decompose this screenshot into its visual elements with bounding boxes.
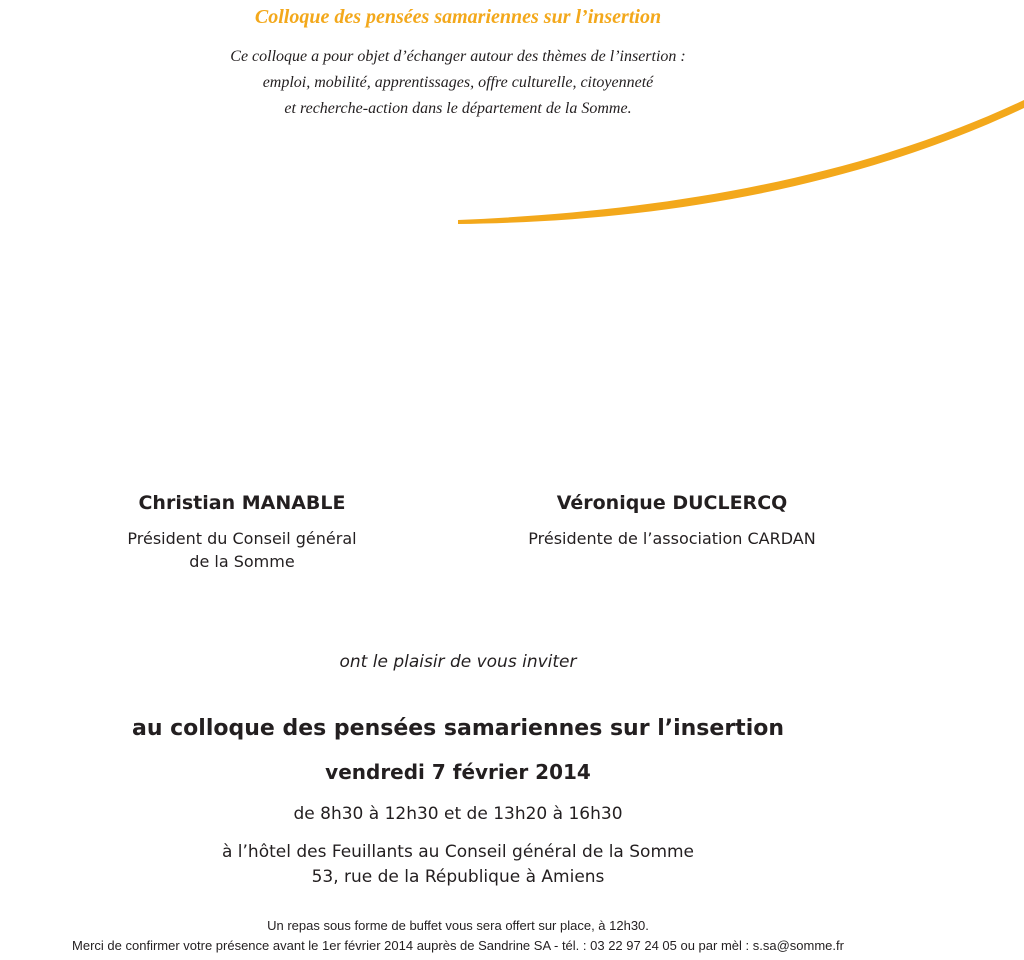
header-title: Colloque des pensées samariennes sur l’insertion xyxy=(254,6,662,28)
invitation-intro: ont le plaisir de vous inviter xyxy=(339,652,577,672)
host-role-line: Président du Conseil général xyxy=(127,529,357,548)
host-name: Véronique DUCLERCQ xyxy=(556,492,788,514)
description-line: emploi, mobilité, apprentissages, offre culturelle, citoyenneté xyxy=(262,74,654,91)
description-line: Ce colloque a pour objet d’échanger autour des thèmes de l’insertion : xyxy=(230,48,686,65)
header-description xyxy=(0,44,916,122)
venue-line: 53, rue de la République à Amiens xyxy=(311,867,605,887)
host-role-line: Présidente de l’association CARDAN xyxy=(528,529,816,548)
host-role xyxy=(60,527,424,573)
host-role-line: de la Somme xyxy=(189,552,295,571)
venue-line: à l’hôtel des Feuillants au Conseil général de la Somme xyxy=(221,842,695,862)
host-name: Christian MANABLE xyxy=(138,492,346,514)
host-duclercq xyxy=(490,490,854,550)
event-title: au colloque des pensées samariennes sur l’insertion xyxy=(131,716,785,741)
event-date: vendredi 7 février 2014 xyxy=(325,760,591,784)
event-hours: de 8h30 à 12h30 et de 13h20 à 16h30 xyxy=(293,804,623,824)
event-venue xyxy=(0,840,916,890)
description-line: et recherche-action dans le département de la Somme. xyxy=(284,100,632,117)
footer-buffet-note: Un repas sous forme de buffet vous sera offert sur place, à 12h30. xyxy=(267,918,649,933)
footer-rsvp-note: Merci de confirmer votre présence avant le 1er février 2014 auprès de Sandrine SA - tél. : 03 22 97 24 05 ou par mèl : s.sa@somme.fr xyxy=(72,938,844,953)
host-role xyxy=(490,527,854,550)
host-manable xyxy=(60,490,424,573)
